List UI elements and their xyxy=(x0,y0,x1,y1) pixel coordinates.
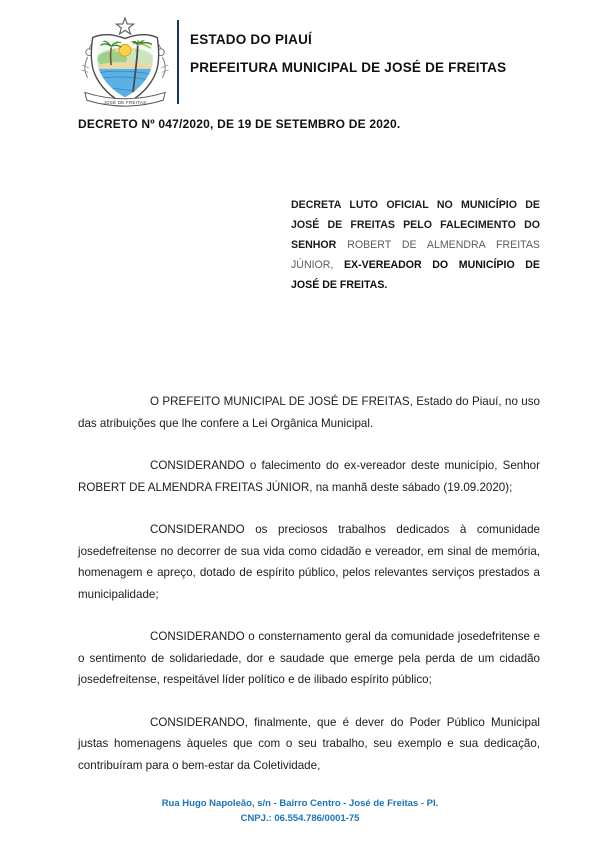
paragraph-considerando-1: CONSIDERANDO o falecimento do ex-vereador deste município, Senhor ROBERT DE ALMENDRA FREITAS JÚNIOR, na manhã deste sábado (19.09.2020); xyxy=(78,459,540,494)
crest-banner-text: JOSÉ DE FREITAS xyxy=(103,100,147,106)
document-body xyxy=(78,0,540,797)
summary-part-3: EX-VEREADOR DO MUNICÍPIO DE JOSÉ DE FREITAS. xyxy=(291,259,540,291)
state-name: ESTADO DO PIAUÍ xyxy=(190,32,313,47)
footer-address: Rua Hugo Napoleão, s/n - Bairro Centro - José de Freitas - PI. xyxy=(161,798,439,809)
paragraph-considerando-2: CONSIDERANDO os preciosos trabalhos dedicados à comunidade josedefreitense no decorrer de sua vida como cidadão e vereador, em sinal de memória, homenagem e apreço, dotado de espírito público, pelos relevantes serviços prestados a municipalidade; xyxy=(78,523,540,601)
decree-title: DECRETO Nº 047/2020, DE 19 DE SETEMBRO DE 2020. xyxy=(78,117,401,131)
decree-summary xyxy=(291,195,540,295)
summary-part-1: DECRETA LUTO OFICIAL NO MUNICÍPIO DE JOSÉ DE FREITAS PELO FALECIMENTO DO SENHOR xyxy=(291,199,540,251)
decree-paragraphs xyxy=(78,391,540,776)
summary-deceased-name: ROBERT DE ALMENDRA FREITAS JÚNIOR, xyxy=(291,239,540,271)
paragraph-considerando-4: CONSIDERANDO, finalmente, que é dever do Poder Público Municipal justas homenagens àqueles que com o seu trabalho, seu exemplo e sua dedicação, contribuíram para o bem-estar da Coletividade, xyxy=(78,715,540,772)
municipality-name: PREFEITURA MUNICIPAL DE JOSÉ DE FREITAS xyxy=(190,60,507,75)
paragraph-considerando-3: CONSIDERANDO o consternamento geral da comunidade josedefritense e o sentimento de solidariedade, dor e saudade que emerge pela perda de um cidadão josedefreitense, respeitável líder político e de ilibado espírito público; xyxy=(78,630,540,686)
paragraph-preamble: O PREFEITO MUNICIPAL DE JOSÉ DE FREITAS, Estado do Piauí, no uso das atribuições que lhe confere a Lei Orgânica Municipal. xyxy=(78,395,540,430)
footer xyxy=(0,796,600,826)
footer-cnpj: CNPJ.: 06.554.786/0001-75 xyxy=(240,813,360,824)
